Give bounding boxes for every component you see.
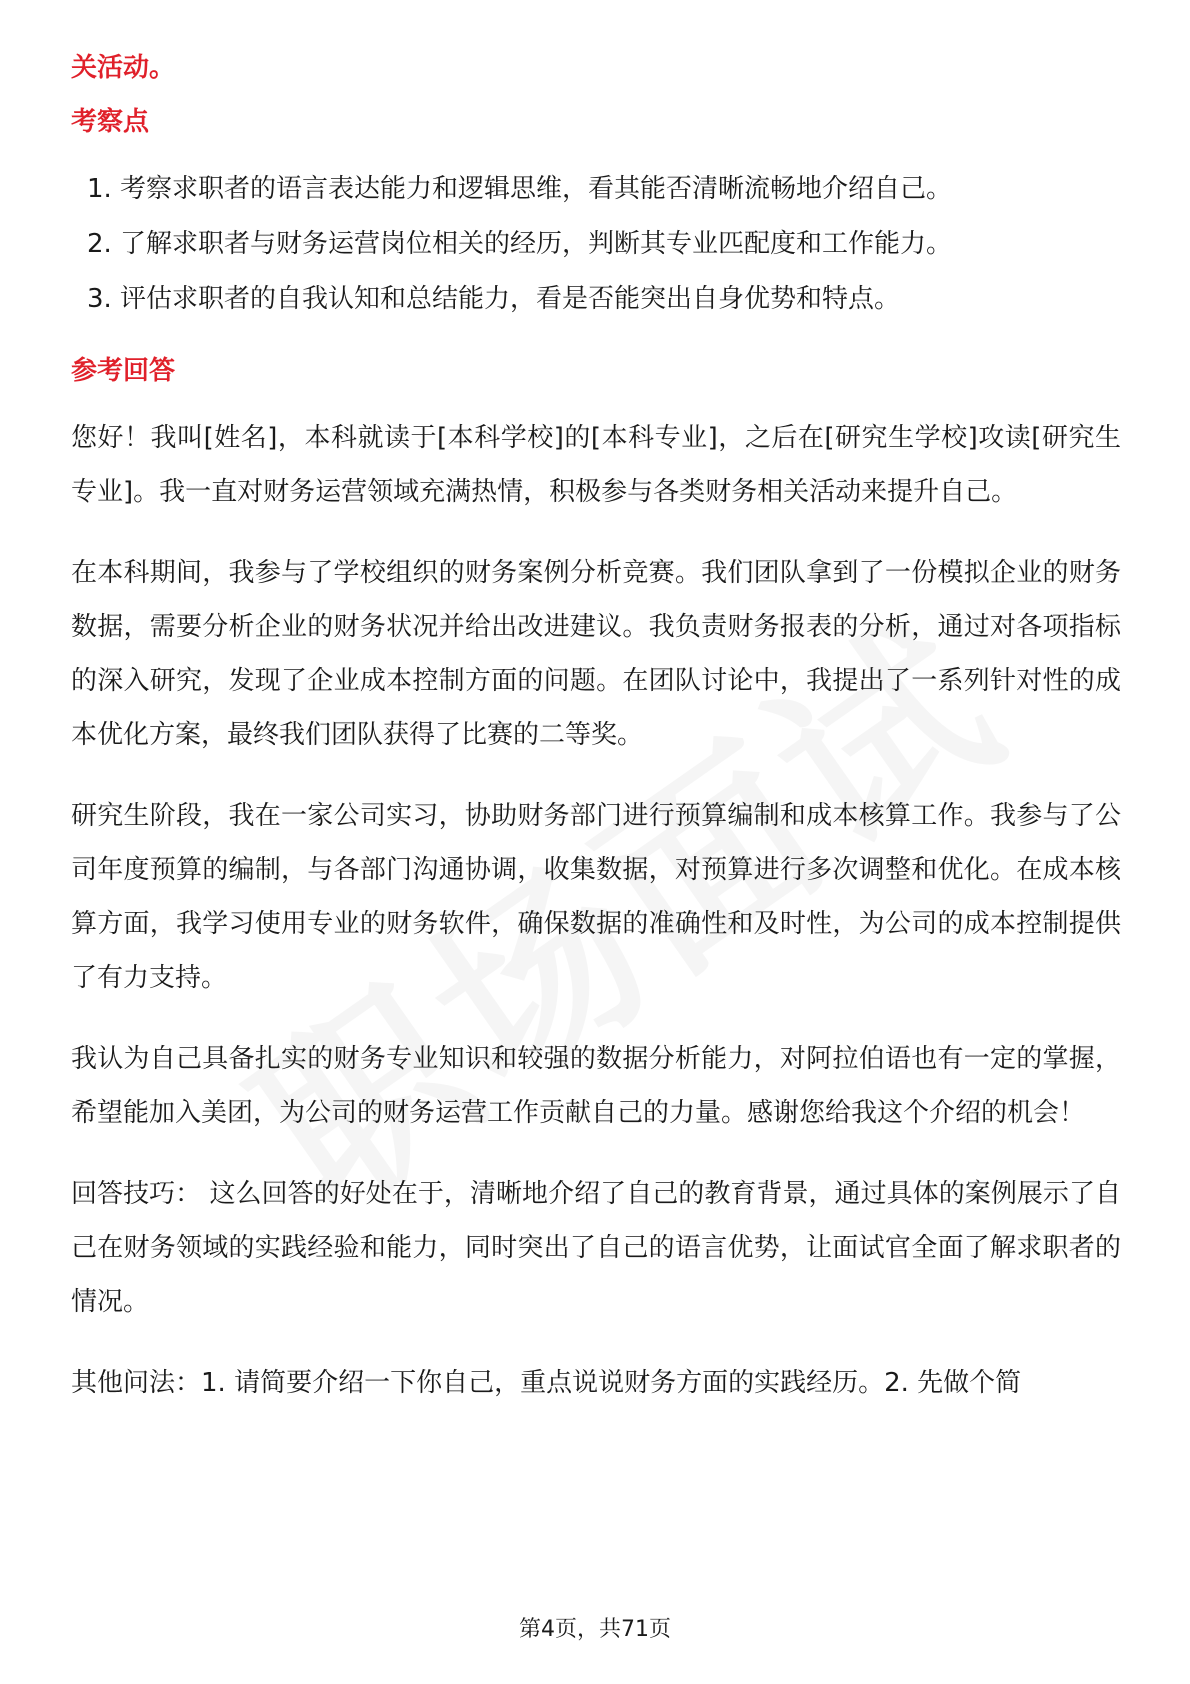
answer-heading: 参考回答 (71, 356, 176, 386)
page-number: 第4页，共71页 (519, 1617, 671, 1642)
list-number: 1. (87, 174, 112, 204)
continuation-heading: 关活动。 (71, 53, 176, 83)
answer-paragraph-grad: 研究生阶段，我在一家公司实习，协助财务部门进行预算编制和成本核算工作。我参与了公司年度预算的编制，与各部门沟通协调，收集数据，对预算进行多次调整和优化。在成本核算方面，我学习使用专业的财务软件，确保数据的准确性和及时性，为公司的成本控制提供了有力支持。 (71, 801, 1121, 993)
list-number: 3. (87, 284, 112, 314)
list-text: 评估求职者的自我认知和总结能力，看是否能突出自身优势和特点。 (120, 284, 901, 314)
list-item (71, 162, 1121, 217)
points-heading: 考察点 (71, 107, 150, 137)
list-text: 考察求职者的语言表达能力和逻辑思维，看其能否清晰流畅地介绍自己。 (120, 174, 953, 204)
answer-paragraph-closing: 我认为自己具备扎实的财务专业知识和较强的数据分析能力，对阿拉伯语也有一定的掌握，希望能加入美团，为公司的财务运营工作贡献自己的力量。感谢您给我这个介绍的机会！ (71, 1044, 1121, 1128)
answer-tips: 回答技巧： 这么回答的好处在于，清晰地介绍了自己的教育背景，通过具体的案例展示了自己在财务领域的实践经验和能力，同时突出了自己的语言优势，让面试官全面了解求职者的情况。 (71, 1179, 1121, 1317)
list-number: 2. (87, 229, 112, 259)
list-item (71, 272, 1121, 327)
answer-paragraph-intro: 您好！我叫[姓名]，本科就读于[本科学校]的[本科专业]，之后在[研究生学校]攻读[研究生专业]。我一直对财务运营领域充满热情，积极参与各类财务相关活动来提升自己。 (71, 423, 1121, 507)
other-questions: 其他问法：1. 请简要介绍一下你自己，重点说说财务方面的实践经历。2. 先做个简 (71, 1368, 1022, 1398)
page-content (71, 48, 1121, 1437)
list-text: 了解求职者与财务运营岗位相关的经历，判断其专业匹配度和工作能力。 (120, 229, 953, 259)
points-list (71, 162, 1121, 327)
answer-paragraph-undergrad: 在本科期间，我参与了学校组织的财务案例分析竞赛。我们团队拿到了一份模拟企业的财务数据，需要分析企业的财务状况并给出改进建议。我负责财务报表的分析，通过对各项指标的深入研究，发现了企业成本控制方面的问题。在团队讨论中，我提出了一系列针对性的成本优化方案，最终我们团队获得了比赛的二等奖。 (71, 558, 1121, 750)
list-item (71, 217, 1121, 272)
